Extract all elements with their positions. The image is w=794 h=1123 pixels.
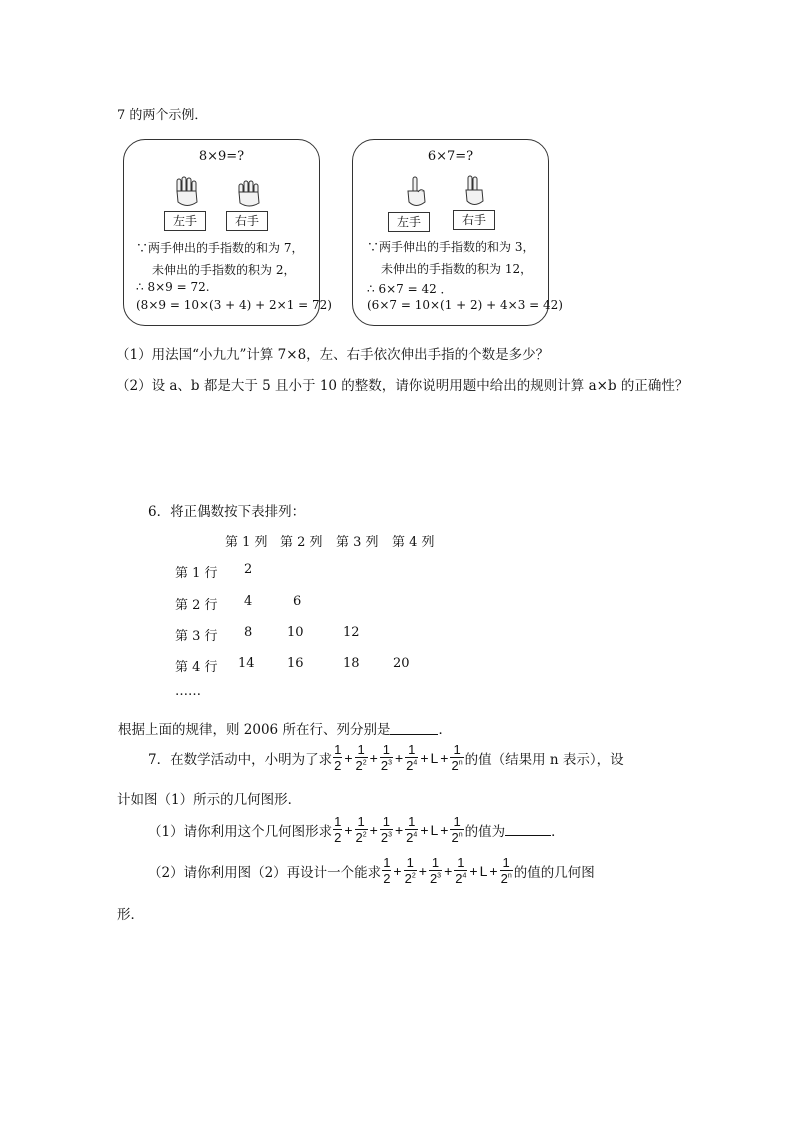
problem-7-q2 bbox=[148, 855, 595, 886]
fraction-numerator: 1 bbox=[334, 814, 342, 829]
table-cell: 8 bbox=[244, 625, 253, 640]
fraction-denominator: 2$^n$ bbox=[451, 758, 463, 773]
problem-7-text: 7．在数学活动中，小明为了求 bbox=[148, 751, 333, 768]
fraction bbox=[405, 814, 418, 845]
operator: + bbox=[344, 749, 353, 766]
row-label: 第 1 行 bbox=[175, 566, 218, 581]
series-expression bbox=[332, 814, 465, 845]
answer-blank[interactable] bbox=[505, 823, 551, 836]
fraction-denominator: $2^3$ bbox=[380, 758, 392, 773]
table-cell: 4 bbox=[244, 594, 253, 609]
operator: + bbox=[420, 821, 429, 838]
operator: L bbox=[430, 821, 439, 838]
exponent: n bbox=[507, 872, 512, 880]
fraction-denominator: $2^3$ bbox=[429, 871, 442, 886]
table-cell: 6 bbox=[293, 594, 302, 609]
question-2: （2）设 a、b 都是大于 5 且小于 10 的整数，请你说明用题中给出的规则计算 a×b 的正确性？ bbox=[116, 378, 689, 394]
problem-7-line-2: 计如图（1）所示的几何图形． bbox=[117, 792, 302, 808]
question-text: 根据上面的规律，则 2006 所在行、列分别是 bbox=[118, 722, 391, 738]
example-line: ∵两手伸出的手指数的和为 7， bbox=[136, 241, 304, 255]
table-cell: 10 bbox=[287, 625, 304, 640]
series-expression bbox=[332, 742, 465, 773]
fraction-denominator: 2$^n$ bbox=[451, 830, 463, 845]
fraction bbox=[333, 814, 342, 845]
exponent: n bbox=[458, 759, 463, 767]
left-hand-label: 左手 bbox=[388, 212, 430, 232]
fraction bbox=[500, 855, 513, 886]
fraction bbox=[380, 814, 393, 845]
fraction-numerator: 1 bbox=[382, 814, 391, 829]
right-hand-label: 右手 bbox=[226, 211, 268, 231]
operator: + bbox=[489, 862, 498, 879]
left-hand-icon bbox=[174, 176, 200, 210]
fraction bbox=[333, 742, 342, 773]
fraction bbox=[454, 855, 467, 886]
exponent: n bbox=[458, 831, 463, 839]
exponent: 3 bbox=[388, 831, 392, 839]
fraction-numerator: 1 bbox=[382, 742, 391, 757]
operator: + bbox=[344, 821, 353, 838]
fraction-denominator: $2^2$ bbox=[355, 758, 367, 773]
exponent: 4 bbox=[413, 831, 418, 839]
sentence-end: ． bbox=[551, 823, 565, 840]
operator: + bbox=[440, 821, 449, 838]
operator: + bbox=[369, 749, 378, 766]
operator: + bbox=[469, 862, 478, 879]
table-cell: 16 bbox=[287, 656, 304, 671]
problem-7-text: 的值（结果用 n 表示），设 bbox=[464, 751, 624, 768]
fraction-denominator: $2^4$ bbox=[406, 830, 418, 845]
row-label: 第 4 行 bbox=[175, 660, 218, 675]
fraction-denominator: 2 bbox=[334, 830, 342, 845]
problem-7-q1 bbox=[148, 814, 565, 845]
column-header: 第 3 列 bbox=[336, 535, 379, 550]
right-hand-icon bbox=[463, 175, 485, 209]
example-title: 8×9=? bbox=[198, 149, 245, 164]
fraction-numerator: 1 bbox=[457, 855, 465, 870]
operator: + bbox=[444, 862, 453, 879]
table-cell: 18 bbox=[343, 656, 360, 671]
fraction-denominator: $2^2$ bbox=[355, 830, 367, 845]
fraction-denominator: $2^2$ bbox=[404, 871, 416, 886]
fraction-numerator: 1 bbox=[431, 855, 440, 870]
q1-text: （1）请你利用这个几何图形求 bbox=[148, 823, 333, 840]
operator: + bbox=[394, 749, 404, 766]
fraction bbox=[405, 742, 418, 773]
exponent: 3 bbox=[437, 872, 442, 880]
fraction-denominator: 2$^n$ bbox=[500, 871, 512, 886]
exponent: 4 bbox=[462, 872, 467, 880]
operator: L bbox=[430, 749, 439, 766]
fraction bbox=[450, 814, 463, 845]
right-hand-icon bbox=[236, 178, 262, 210]
fraction-numerator: 1 bbox=[406, 855, 414, 870]
series-expression bbox=[381, 855, 514, 886]
example-box-2 bbox=[352, 139, 563, 326]
question-1: （1）用法国“小九九”计算 7×8，左、右手依次伸出手指的个数是多少？ bbox=[116, 347, 550, 363]
operator: + bbox=[440, 749, 449, 766]
fraction-denominator: $2^3$ bbox=[380, 830, 392, 845]
fraction-denominator: 2 bbox=[334, 758, 342, 773]
column-header: 第 1 列 bbox=[225, 535, 268, 550]
table-cell: 14 bbox=[238, 656, 255, 671]
fraction-denominator: $2^4$ bbox=[455, 871, 467, 886]
example-line: (6×7 = 10×(1 + 2) + 4×3 = 42) bbox=[367, 298, 563, 312]
fraction bbox=[429, 855, 442, 886]
fraction-numerator: 1 bbox=[453, 814, 461, 829]
exponent: 3 bbox=[388, 759, 392, 767]
fraction-numerator: 1 bbox=[334, 742, 342, 757]
example-line: 未伸出的手指数的积为 2， bbox=[152, 263, 296, 277]
fraction-numerator: 1 bbox=[408, 742, 416, 757]
fraction bbox=[382, 855, 391, 886]
sentence-end: ． bbox=[438, 722, 452, 738]
operator: + bbox=[393, 862, 402, 879]
operator: L bbox=[479, 862, 488, 879]
problem-6-title: 6．将正偶数按下表排列： bbox=[148, 504, 306, 520]
fraction-numerator: 1 bbox=[502, 855, 510, 870]
row-label: 第 2 行 bbox=[175, 598, 218, 613]
left-hand-icon bbox=[405, 176, 427, 210]
fraction bbox=[355, 742, 368, 773]
fraction bbox=[404, 855, 417, 886]
column-header: 第 4 列 bbox=[392, 535, 435, 550]
problem-7-q2-end: 形． bbox=[117, 907, 144, 923]
example-line: 未伸出的手指数的积为 12， bbox=[381, 262, 533, 276]
table-cell: 20 bbox=[393, 656, 410, 671]
example-title: 6×7=? bbox=[427, 149, 474, 164]
intro-text: 7 的两个示例． bbox=[117, 108, 208, 123]
exponent: 4 bbox=[413, 759, 418, 767]
fraction bbox=[380, 742, 393, 773]
example-line: (8×9 = 10×(3 + 4) + 2×1 = 72) bbox=[136, 298, 332, 312]
operator: + bbox=[394, 821, 404, 838]
fraction bbox=[450, 742, 463, 773]
problem-7-line-1 bbox=[148, 742, 624, 773]
fraction-numerator: 1 bbox=[357, 814, 365, 829]
example-box-1 bbox=[123, 139, 332, 326]
example-line: ∴ 8×9 = 72. bbox=[136, 280, 210, 294]
q2-text: （2）请你利用图（2）再设计一个能求 bbox=[148, 864, 382, 881]
fraction-numerator: 1 bbox=[408, 814, 416, 829]
q2-text: 的值的几何图 bbox=[513, 864, 595, 881]
right-hand-label: 右手 bbox=[453, 210, 495, 230]
exponent: 2 bbox=[411, 872, 416, 880]
column-header: 第 2 列 bbox=[280, 535, 323, 550]
ellipsis: …… bbox=[175, 684, 201, 699]
left-hand-label: 左手 bbox=[164, 211, 206, 231]
fraction-numerator: 1 bbox=[357, 742, 365, 757]
fraction-denominator: $2^4$ bbox=[406, 758, 418, 773]
operator: + bbox=[418, 862, 427, 879]
operator: + bbox=[420, 749, 429, 766]
example-line: ∴ 6×7 = 42 ． bbox=[367, 282, 453, 296]
operator: + bbox=[369, 821, 378, 838]
exponent: 2 bbox=[362, 831, 367, 839]
exponent: 2 bbox=[362, 759, 367, 767]
table-cell: 2 bbox=[244, 562, 253, 577]
fraction-numerator: 1 bbox=[453, 742, 461, 757]
q1-text: 的值为 bbox=[464, 823, 506, 840]
row-label: 第 3 行 bbox=[175, 629, 218, 644]
table-cell: 12 bbox=[343, 625, 360, 640]
answer-blank[interactable] bbox=[390, 722, 438, 735]
fraction bbox=[355, 814, 368, 845]
example-line: ∵两手伸出的手指数的和为 3， bbox=[367, 240, 535, 254]
fraction-denominator: 2 bbox=[383, 871, 391, 886]
fraction-numerator: 1 bbox=[383, 855, 391, 870]
problem-6-question bbox=[118, 718, 452, 738]
